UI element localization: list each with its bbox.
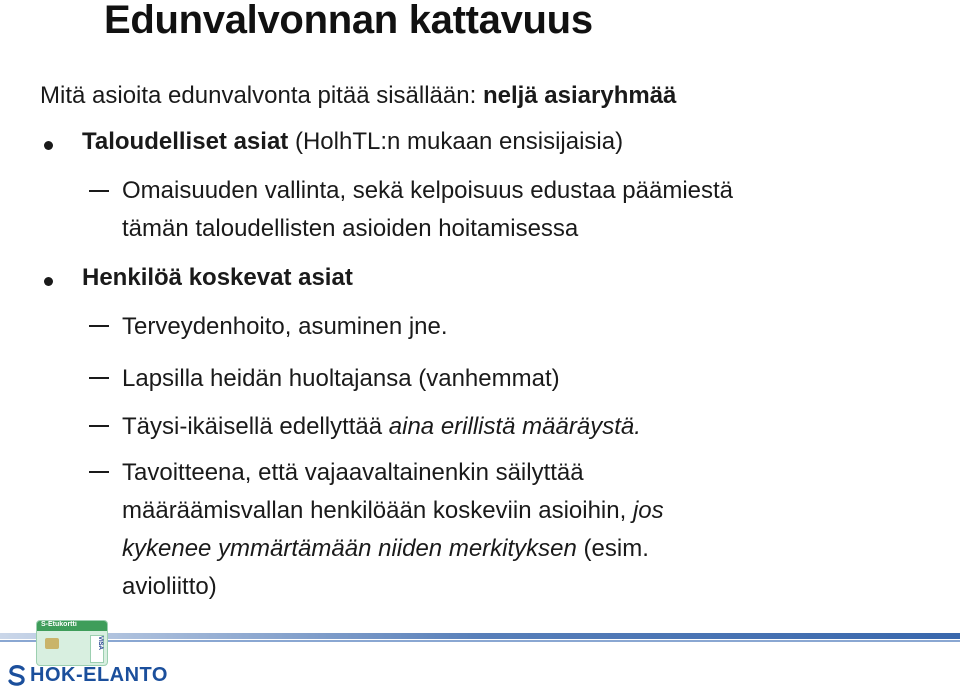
bullet-item-personal bbox=[82, 264, 353, 292]
sub-italic: kykenee ymmärtämään niiden merkityksen bbox=[122, 535, 577, 562]
card-chip-icon bbox=[45, 638, 59, 649]
slide-title: Edunvalvonnan kattavuus bbox=[104, 0, 593, 42]
sub-italic: aina erillistä määräystä. bbox=[388, 413, 641, 440]
sub-line: tämän taloudellisten asioiden hoitamisessa bbox=[122, 215, 579, 242]
sub-item-adults bbox=[122, 408, 922, 446]
card-label: S-Etukortti bbox=[41, 621, 77, 628]
sub-line: Tavoitteena, että vajaavaltainenkin säilyttää bbox=[122, 459, 584, 486]
s-logo-icon bbox=[6, 664, 28, 686]
dash-marker bbox=[89, 190, 109, 192]
sub-plain: (esim. bbox=[576, 535, 649, 562]
payment-card-image bbox=[36, 620, 108, 666]
company-logo-text: HOK-ELANTO bbox=[30, 664, 168, 686]
sub-italic: jos bbox=[632, 497, 664, 524]
sub-plain: määräämisvallan henkilöään koskeviin asioihin, bbox=[122, 497, 633, 524]
intro-text: Mitä asioita edunvalvonta pitää sisällään: bbox=[40, 82, 483, 109]
dash-marker bbox=[89, 425, 109, 427]
sub-item-health: Terveydenhoito, asuminen jne. bbox=[122, 313, 448, 340]
sub-item-assets bbox=[122, 172, 922, 248]
bullet-rest: (HolhTL:n mukaan ensisijaisia) bbox=[288, 128, 624, 155]
bullet-bold: Henkilöä koskevat asiat bbox=[82, 264, 353, 291]
sub-plain: Täysi-ikäisellä edellyttää bbox=[122, 413, 389, 440]
bullet-dot bbox=[44, 277, 53, 286]
dash-marker bbox=[89, 471, 109, 473]
intro-bold: neljä asiaryhmää bbox=[482, 82, 677, 109]
sub-item-goal bbox=[122, 454, 922, 606]
bullet-item-financial bbox=[82, 128, 623, 156]
footer-bar bbox=[0, 631, 960, 645]
sub-line bbox=[122, 492, 922, 530]
bullet-bold: Taloudelliset asiat bbox=[82, 128, 289, 155]
sub-line: Omaisuuden vallinta, sekä kelpoisuus edustaa päämiestä bbox=[122, 177, 734, 204]
sub-item-children: Lapsilla heidän huoltajansa (vanhemmat) bbox=[122, 365, 560, 392]
dash-marker bbox=[89, 325, 109, 327]
sub-line bbox=[122, 530, 922, 568]
sub-line: avioliitto) bbox=[122, 573, 217, 600]
bullet-dot bbox=[44, 141, 53, 150]
dash-marker bbox=[89, 377, 109, 379]
card-brand: VISA bbox=[97, 636, 103, 651]
intro-line bbox=[40, 82, 676, 110]
